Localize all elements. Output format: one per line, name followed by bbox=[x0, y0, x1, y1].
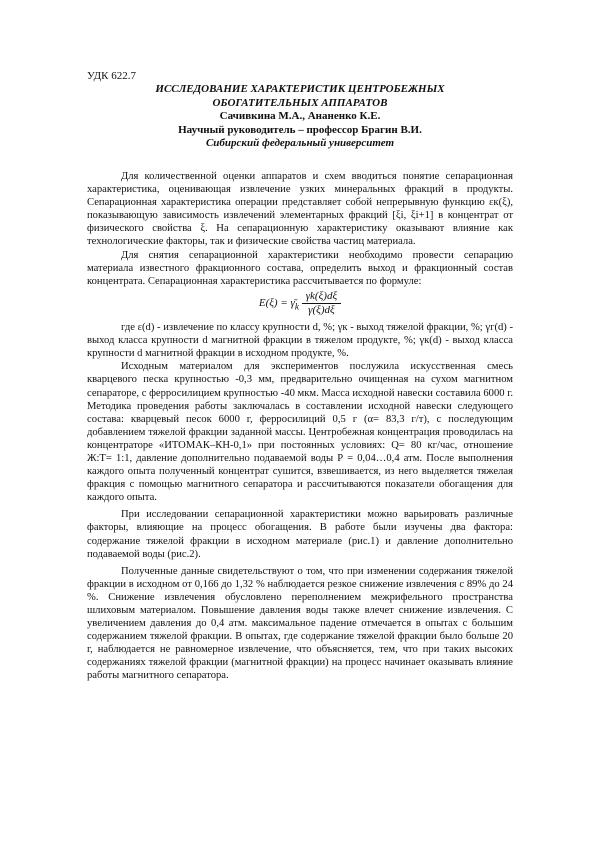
paragraph-1: Для количественной оценки аппаратов и схем вводиться понятие сепарационная характеристика, оценивающая извлечение узких минеральных фракций в продукты. Сепарационная характеристика операции представляет собой непрерывную функцию εк(ξ), показывающую зависимость извлечений элементарных фракций [ξi, ξi+1] в концентрат от физического свойства ξ. На сепарационную характеристику оказывают влияние как технологические факторы, так и физические свойства частиц материала. bbox=[87, 171, 513, 248]
formula-numerator: γk(ξ)dξ bbox=[302, 290, 341, 304]
title-line-2: ОБОГАТИТЕЛЬНЫХ АППАРАТОВ bbox=[212, 96, 388, 109]
article-body bbox=[87, 170, 513, 683]
udk-code: УДК 622.7 bbox=[87, 70, 137, 82]
university: Сибирский федеральный университет bbox=[205, 137, 395, 149]
formula-fraction bbox=[302, 290, 341, 317]
paragraph-4: При исследовании сепарационной характеристики можно варьировать различные факторы, влияющие на процесс обогащения. В работе были изучены два фактора: содержание тяжелой фракции в исходном материале (рис.1) и давление дополнительно подаваемой воды (рис.2). bbox=[87, 509, 513, 560]
supervisor: Научный руководитель – профессор Брагин В.И. bbox=[178, 123, 422, 136]
formula-lhs-sub: k bbox=[294, 301, 299, 312]
paragraph-2: Для снятия сепарационной характеристики необходимо провести сепарацию материала известного фракционного состава, определить выход и фракционный состав концентрата. Сепарационная характеристика рассчитывается по формуле: bbox=[87, 249, 513, 287]
paragraph-3: Исходным материалом для экспериментов послужила искусственная смесь кварцевого песка крупностью -0,3 мм, предварительно очищенная на сухом магнитном сепараторе, с ферросилицием крупностью -40 мкм. Масса исходной навески составила 6000 г. Методика проведения работы заключалась в составлении исходной навески следующего состава: кварцевый песок 6000 г, ферросилиций 0,5 г (α= 83,3 г/т), с последующим добавлением тяжелой фракции заданной массы. Центробежная концентрация проводилась на концентраторе «ИТОМАК–КН-0,1» при постоянных условиях: Q= 80 кг/час, отношение Ж:Т= 1:1, давление дополнительно подаваемой воды Р = 0,04…0,4 атм. После выполнения каждого опыта полученный концентрат сушится, взвешивается, из него выделяется тяжелая фракция с помощью магнитного сепаратора и рассчитываются показатели обогащения для каждого опыта. bbox=[87, 361, 513, 504]
formula-legend: где ε(d) - извлечение по классу крупности d, %; γк - выход тяжелой фракции, %; γг(d) - выход класса крупности d магнитной фракции в тяжелом продукте, %; γк(d) - выход класса крупности d магнитной фракции в исходном продукте, %. bbox=[87, 322, 513, 360]
article-header bbox=[87, 83, 513, 151]
authors: Сачивкина М.А., Ананенко К.Е. bbox=[219, 110, 381, 122]
title-line-1: ИССЛЕДОВАНИЕ ХАРАКТЕРИСТИК ЦЕНТРОБЕЖНЫХ bbox=[155, 83, 445, 95]
formula-lhs: E(ξ) = γ̄ bbox=[258, 296, 295, 309]
paragraph-5: Полученные данные свидетельствуют о том, что при изменении содержания тяжелой фракции в исходном от 0,166 до 1,32 % наблюдается резкое снижение извлечения с 89% до 24 %. Снижение извлечения обусловлено переполнением межрифельного пространства шлиховым материалом. Повышение давления воды также влечет снижение извлечения. С увеличением давления до 0,4 атм. максимальное падение отмечается в опытах с большим содержанием тяжелой фракции. В опытах, где содержание тяжелой фракции было больше 20 г, наблюдается не равномерное извлечение, что объясняется, тем, что при таких высоких содержаниях тяжелой фракции (магнитной фракции) на процесс начинает оказывать влияние работы магнитного сепаратора. bbox=[87, 565, 513, 682]
formula-denominator: γ(ξ)dξ bbox=[308, 303, 335, 316]
separation-formula bbox=[87, 290, 513, 317]
